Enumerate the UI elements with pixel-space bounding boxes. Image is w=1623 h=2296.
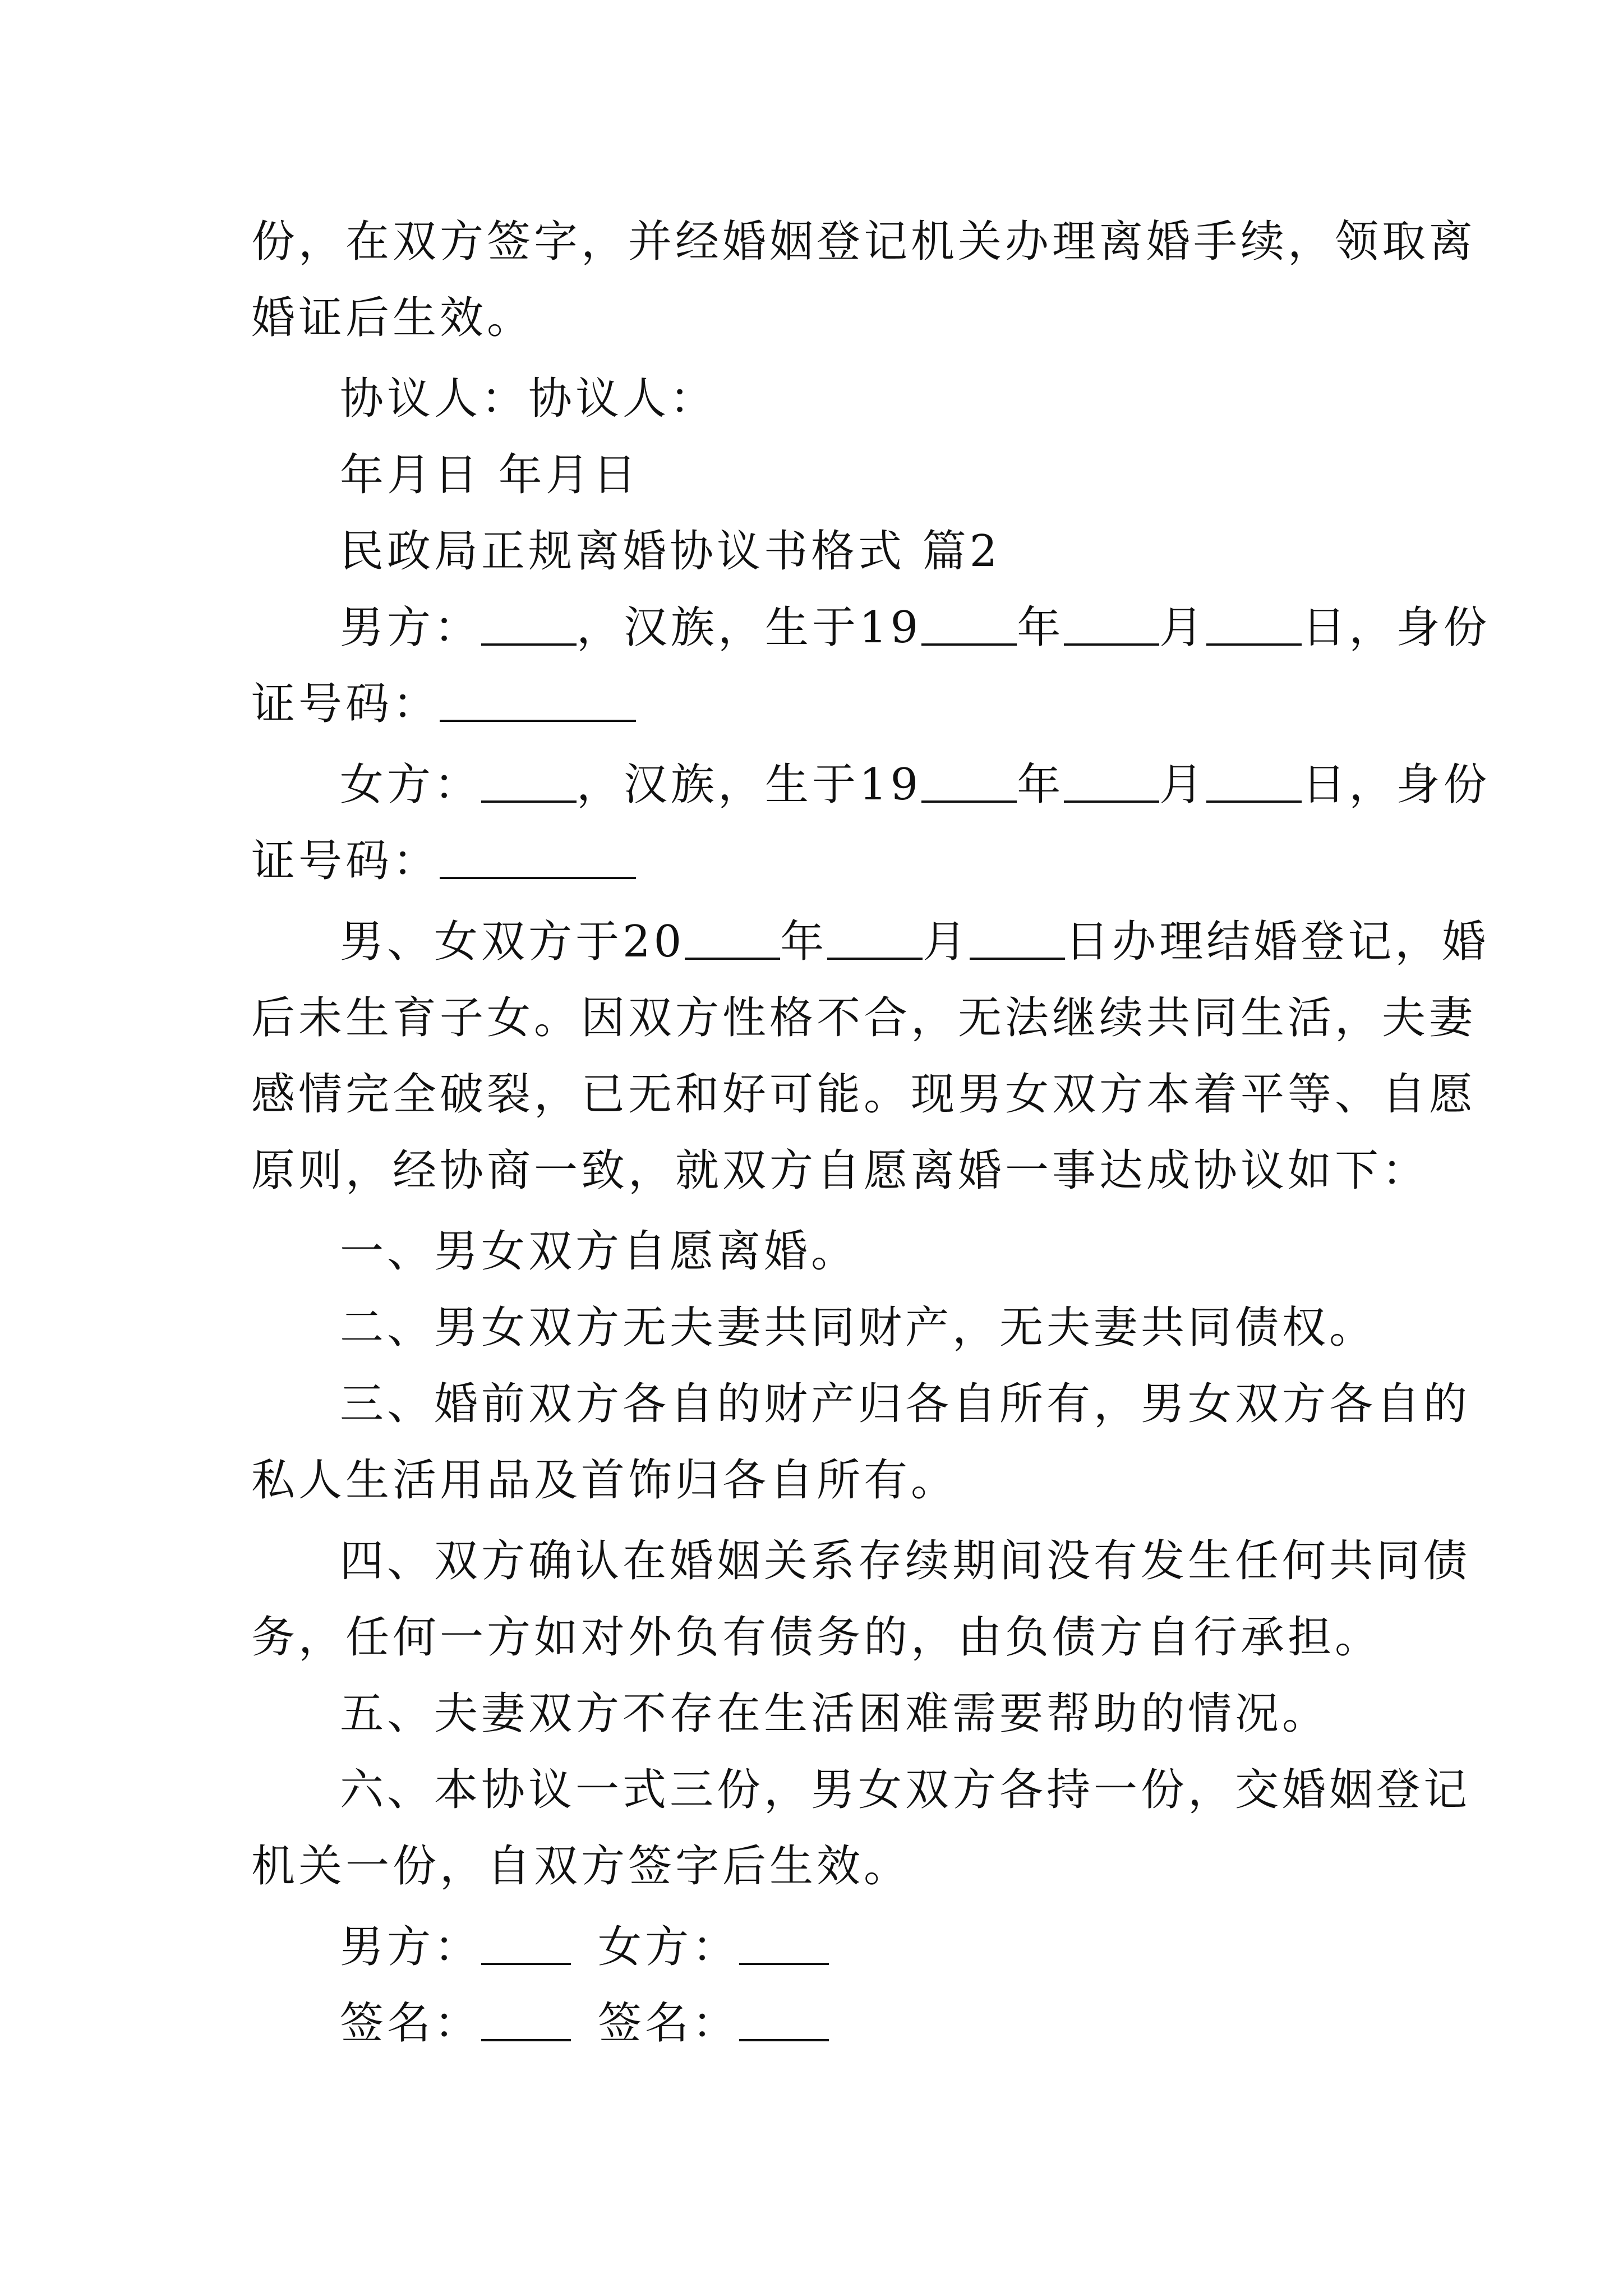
text-line-marriage-3: 感情完全破裂，已无和好可能。现男女双方本着平等、自愿 — [251, 1069, 1477, 1120]
clause-6-cont: 机关一份，自双方签字后生效。 — [251, 1841, 911, 1892]
male-label: 男方： — [340, 602, 482, 653]
marriage-line — [340, 917, 1490, 967]
female-year-label: 年 — [1017, 760, 1064, 810]
female-month-blank — [1064, 800, 1159, 803]
male-ethnic-text: ，汉族，生于19 — [577, 602, 922, 653]
female-id-blank — [440, 877, 636, 879]
male-month-label: 月 — [1159, 602, 1207, 653]
date-line: 年月日 年月日 — [340, 450, 640, 500]
male-party-label: 男方： — [340, 1922, 482, 1972]
female-party-blank — [739, 1963, 829, 1965]
marriage-year-blank — [685, 958, 780, 960]
signature-row — [340, 1998, 829, 2049]
male-name-blank — [481, 643, 577, 646]
female-id-label: 证号码： — [251, 836, 440, 886]
male-month-blank — [1064, 643, 1159, 646]
male-id-label: 证号码： — [251, 679, 440, 729]
marriage-month-blank — [827, 958, 923, 960]
party-row — [340, 1922, 829, 1972]
female-sign-blank — [739, 2039, 829, 2041]
clause-3-cont: 私人生活用品及首饰归各自所有。 — [251, 1455, 958, 1506]
text-line-1: 份，在双方签字，并经婚姻登记机关办理离婚手续，领取离 — [251, 217, 1477, 267]
female-sign-label: 签名： — [598, 1998, 740, 2049]
text-line-marriage-2: 后未生育子女。因双方性格不合，无法继续共同生活，夫妻 — [251, 993, 1477, 1043]
male-day-id-text: 日，身份 — [1302, 602, 1491, 653]
female-party-label: 女方： — [598, 1922, 740, 1972]
clause-4: 四、双方确认在婚姻关系存续期间没有发生任何共同债 — [340, 1536, 1471, 1586]
clause-1: 一、男女双方自愿离婚。 — [340, 1226, 859, 1277]
female-year-blank — [921, 800, 1017, 803]
female-ethnic-text: ，汉族，生于19 — [577, 760, 922, 810]
clause-3: 三、婚前双方各自的财产归各自所有，男女双方各自的 — [340, 1379, 1471, 1429]
clause-2: 二、男女双方无夫妻共同财产，无夫妻共同债权。 — [340, 1303, 1377, 1353]
marriage-year-label: 年 — [780, 917, 828, 967]
male-id-blank — [440, 720, 636, 722]
female-id-line — [251, 836, 636, 886]
male-party-blank — [481, 1963, 571, 1965]
male-year-blank — [921, 643, 1017, 646]
male-info-line — [340, 602, 1491, 653]
clause-4-cont: 务，任何一方如对外负有债务的，由负债方自行承担。 — [251, 1612, 1382, 1663]
text-line-2: 婚证后生效。 — [251, 293, 534, 343]
male-day-blank — [1206, 643, 1302, 646]
female-label: 女方： — [340, 760, 482, 810]
female-day-id-text: 日，身份 — [1302, 760, 1491, 810]
female-info-line — [340, 760, 1491, 810]
male-id-line — [251, 679, 636, 729]
female-month-label: 月 — [1159, 760, 1207, 810]
male-sign-blank — [481, 2039, 571, 2041]
male-year-label: 年 — [1017, 602, 1064, 653]
text-line-marriage-4: 原则，经协商一致，就双方自愿离婚一事达成协议如下： — [251, 1145, 1430, 1196]
marriage-month-label: 月 — [923, 917, 970, 967]
marriage-intro: 男、女双方于20 — [340, 917, 685, 967]
marriage-day-blank — [970, 958, 1065, 960]
clause-6: 六、本协议一式三份，男女双方各持一份，交婚姻登记 — [340, 1765, 1471, 1815]
male-sign-label: 签名： — [340, 1998, 482, 2049]
signatory-line: 协议人：协议人： — [340, 374, 717, 424]
clause-5: 五、夫妻双方不存在生活困难需要帮助的情况。 — [340, 1688, 1330, 1739]
section-heading: 民政局正规离婚协议书格式 篇2 — [340, 526, 1001, 577]
female-day-blank — [1206, 800, 1302, 803]
female-name-blank — [481, 800, 577, 803]
marriage-rest: 日办理结婚登记，婚 — [1065, 917, 1490, 967]
